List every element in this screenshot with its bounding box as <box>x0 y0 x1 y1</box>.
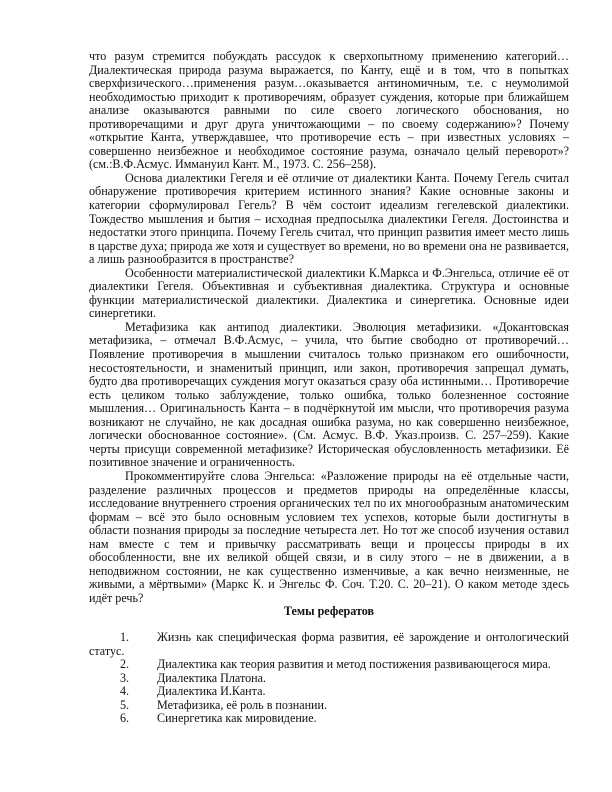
topic-text: Метафизика, её роль в познании. <box>157 697 328 712</box>
topic-number: 4. <box>120 684 130 699</box>
topics-list <box>89 631 569 726</box>
topics-heading: Темы рефератов <box>283 604 375 619</box>
topic-number: 2. <box>120 657 130 672</box>
topic-item <box>89 699 569 713</box>
topic-text: Жизнь как специфическая форма развития, её зарождение и онтологический статус. <box>89 629 569 658</box>
topic-item <box>89 685 569 699</box>
paragraph-marx-engels-dialectics: Особенности материалистической диалектики К.Маркса и Ф.Энгельса, отличие её от диалектики Гегеля. Объективная и субъективная диалектика. Структура и основные функции материалистической диалектики. Диалектика и синергетика. Основные идеи синергетики. <box>89 265 569 321</box>
topic-number: 6. <box>120 711 130 726</box>
topic-number: 5. <box>120 697 130 712</box>
topic-text: Диалектика Платона. <box>157 670 267 685</box>
paragraph-hegel-dialectics: Основа диалектики Гегеля и её отличие от диалектики Канта. Почему Гегель считал обнаружение противоречия критерием истинного знания? Какие основные законы и категории сформулировал Гегель? В чём состоит идеализм гегелевской диалектики. Тождество мышления и бытия – исходная предпосылка диалектики Гегеля. Достоинства и недостатки этого принципа. Почему Гегель считал, что принцип развития имеет место лишь в царстве духа; природа же хотя и существует во времени, но во времени она не развивается, а лишь разнообразится в пространстве? <box>89 170 569 267</box>
paragraph-kant-antinomies: что разум стремится побуждать рассудок к сверхопытному применению категорий… Диалектическая природа разума выражается, по Канту, ещё и в том, что в попытках сверхфизического…применения разум…оказывается антиномичным, т.е. с неумолимой необходимостью приходит к противоречиям, образует суждения, которые при ближайшем анализе оказываются равными по силе своего логического обоснования, но противоречащими и друг друга уничтожающими – по своему содержанию»? Почему «открытие Канта, утверждавшее, что противоречие есть – при известных условиях – совершенно неизбежное и необходимое состояние разума, означало целый переворот»? (см.:В.Ф.Асмус. Иммануил Кант. М., 1973. С. 256–258). <box>89 49 569 172</box>
topic-number: 3. <box>120 670 130 685</box>
topic-item <box>89 658 569 672</box>
document-page <box>89 50 569 726</box>
topic-item <box>89 631 569 658</box>
topic-item <box>89 712 569 726</box>
topic-item <box>89 672 569 686</box>
paragraph-engels-quote: Прокомментируйте слова Энгельса: «Разложение природы на её отдельные части, разделение различных процессов и предметов природы на определённые классы, исследование внутреннего строения органических тел по их многообразным анатомическим формам – всё это было основным условием тех успехов, которые были достигнуты в области познания природы за последние четыреста лет. Но тот же способ изучения оставил нам вместе с тем и привычку рассматривать вещи и процессы природы в их обособленности, вне их великой общей связи, и в силу этого – не в движении, а в неподвижном состоянии, не как существенно изменчивые, а как вечно неизменные, не живыми, а мёртвыми» (Маркс К. и Энгельс Ф. Соч. Т.20. С. 20–21). О каком методе здесь идёт речь? <box>89 468 569 605</box>
paragraph-metaphysics: Метафизика как антипод диалектики. Эволюция метафизики. «Докантовская метафизика, – отмечал В.Ф.Асмус, – учила, что бытие свободно от противоречий…Появление противоречия в мышлении считалось только признаком его ошибочности, несостоятельности, и знаменитый принцип, или закон, противоречия запрещал думать, будто два противоречащих суждения могут оказаться сразу оба истинными… Противоречие есть целиком только заблуждение, только ошибка, только болезненное состояние мышления… Оригинальность Канта – в подчёркнутой им мысли, что противоречия разума возникают не случайно, не как досадная ошибка разума, но как совершенно неизбежное, логически обоснованное состояние». (См. Асмус. В.Ф. Указ.произв. С. 257–259). Какие черты присущи современной метафизике? Историческая обусловленность метафизики. Её позитивное значение и ограниченность. <box>89 319 569 470</box>
topic-text: Синергетика как мировидение. <box>157 711 317 726</box>
topic-text: Диалектика И.Канта. <box>157 684 266 699</box>
topic-text: Диалектика как теория развития и метод постижения развивающегося мира. <box>157 657 551 672</box>
topic-number: 1. <box>120 629 130 644</box>
